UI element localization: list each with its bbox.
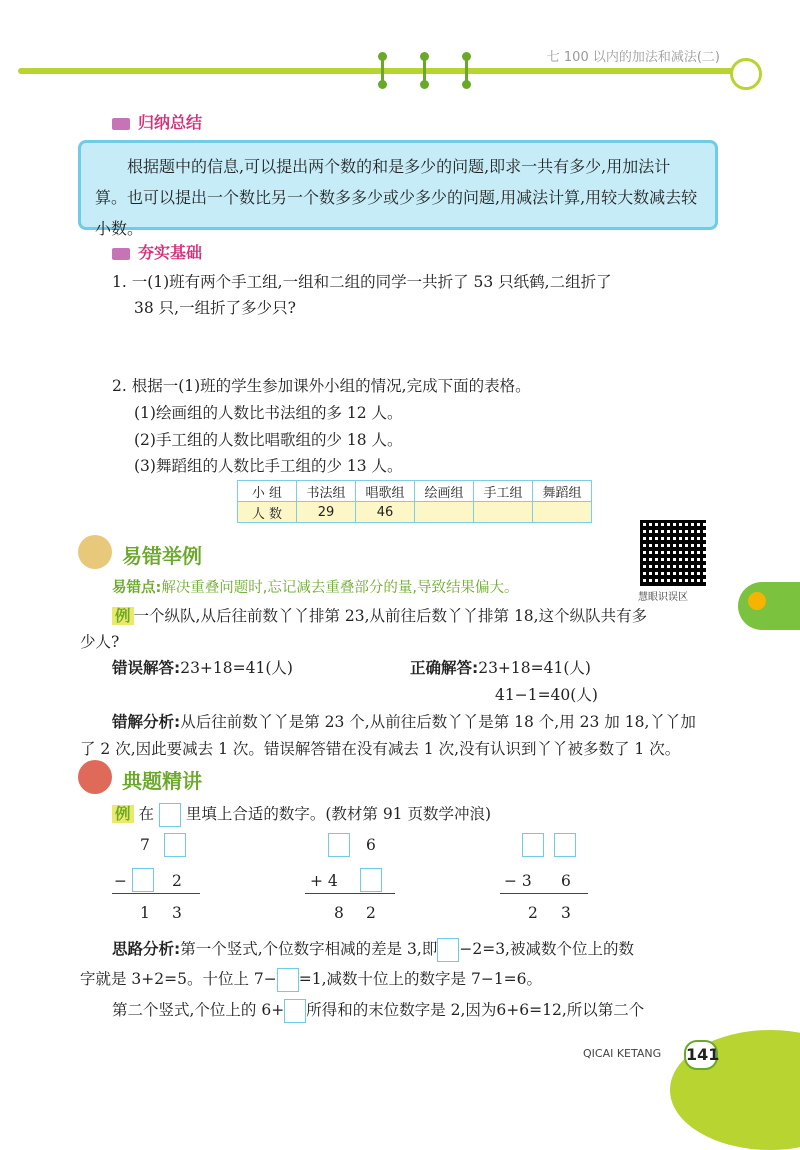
example-line2: 少人? [80,633,120,651]
answer-box[interactable] [164,833,186,857]
v3-mid: 6 [561,872,571,890]
think-text-b: −2=3,被减数个位上的数 [459,940,634,958]
q1-line2: 38 只,一组折了多少只? [134,299,296,317]
analysis-line1 [112,710,696,732]
table-input-cell[interactable] [533,502,592,523]
classic-example [112,802,491,827]
answer-box[interactable] [554,833,576,857]
table-row [238,502,592,523]
wrong-answer [112,656,293,678]
owl-icon [78,535,112,569]
fish-icon [748,592,766,610]
v1-res1: 1 [140,904,150,922]
v3-res1: 2 [528,904,538,922]
v3-res2: 3 [561,904,571,922]
think-text-a: 字就是 3+2=5。十位上 7− [80,970,277,988]
table-cell: 29 [297,502,356,523]
q1-line1: 1. 一(1)班有两个手工组,一组和二组的同学一共折了 53 只纸鹤,二组折了 [112,273,612,291]
answer-box[interactable] [159,803,181,827]
errors-title: 易错举例 [122,544,202,568]
footer-text: QICAI KETANG [583,1047,662,1060]
analysis-label: 错解分析: [112,713,181,731]
basics-tag-label: 夯实基础 [138,243,203,262]
club-table [237,480,592,523]
summary-box: 根据题中的信息,可以提出两个数的和是多少的问题,即求一共有多少,用加法计算。也可以提出一个数比另一个数多多少或少多少的问题,用减法计算,用较大数减去较小数。 [78,140,718,230]
classic-example-label: 例 [112,805,134,823]
think-text-b: 所得和的末位数字是 2,因为6+6=12,所以第二个 [306,1001,645,1019]
pencil-icon [112,118,130,130]
answer-box[interactable] [360,868,382,892]
table-header-cell: 小 组 [238,481,297,502]
qr-code[interactable] [640,520,706,586]
v3-rule [500,893,588,894]
example-line1 [112,604,647,626]
answer-box[interactable] [437,938,459,962]
error-point-text: 解决重叠问题时,忘记减去重叠部分的量,导致结果偏大。 [161,580,519,596]
q2-intro: 2. 根据一(1)班的学生参加课外小组的情况,完成下面的表格。 [112,377,531,395]
v1-top: 7 [140,836,150,854]
right-value-2: 41−1=40(人) [495,686,598,704]
right-answer [410,656,591,678]
think-line3 [112,998,644,1023]
v1-mid: 2 [172,872,182,890]
v2-op: + 4 [310,872,338,890]
answer-box[interactable] [277,968,299,992]
summary-tag [112,110,202,133]
q2-item: (2)手工组的人数比唱歌组的少 18 人。 [134,431,403,449]
binder-clip [420,52,428,88]
analysis-line2: 了 2 次,因此要减去 1 次。错误解答错在没有减去 1 次,没有认识到丫丫被多数了 1 次。 [80,740,681,758]
v2-res1: 8 [334,904,344,922]
classic-ex-after: 里填上合适的数字。(教材第 91 页数学冲浪) [185,805,492,823]
think-line2 [80,967,542,992]
answer-box[interactable] [328,833,350,857]
think-text-a: 第一个竖式,个位数字相减的差是 3,即 [180,940,438,958]
analysis-text: 从后往前数丫丫是第 23 个,从前往后数丫丫是第 18 个,用 23 加 18,丫丫加 [180,713,696,731]
think-label: 思路分析: [112,940,181,958]
v2-top: 6 [366,836,376,854]
answer-box[interactable] [132,868,154,892]
wrong-value: 23+18=41(人) [180,659,293,677]
table-header-cell: 书法组 [297,481,356,502]
right-value-1: 23+18=41(人) [478,659,591,677]
think-text-b: =1,减数十位上的数字是 7−1=6。 [298,970,543,988]
table-input-cell[interactable] [415,502,474,523]
side-tab [738,582,800,630]
table-header-cell: 绘画组 [415,481,474,502]
error-point [112,576,519,597]
wrong-label: 错误解答: [112,659,181,677]
example-label: 例 [112,607,134,625]
q2-item: (3)舞蹈组的人数比手工组的少 13 人。 [134,457,403,475]
binder-clip [378,52,386,88]
v2-rule [305,893,395,894]
classic-title: 典题精讲 [122,769,202,793]
v2-res2: 2 [366,904,376,922]
mascot-icon [730,58,762,90]
example-text: 一个纵队,从后往前数丫丫排第 23,从前往后数丫丫排第 18,这个纵队共有多 [133,607,648,625]
v1-op: − [114,872,127,890]
error-point-label: 易错点: [112,580,162,596]
table-cell: 人 数 [238,502,297,523]
table-header-cell: 舞蹈组 [533,481,592,502]
think-line1 [112,937,634,962]
v1-rule [112,893,200,894]
table-header-cell: 手工组 [474,481,533,502]
chapter-title: 七 100 以内的加法和减法(二) [546,50,720,65]
basics-tag [112,240,202,263]
answer-box[interactable] [284,999,306,1023]
summary-tag-label: 归纳总结 [138,113,203,132]
table-header-cell: 唱歌组 [356,481,415,502]
answer-box[interactable] [522,833,544,857]
table-input-cell[interactable] [474,502,533,523]
q2-item: (1)绘画组的人数比书法组的多 12 人。 [134,404,403,422]
table-row [238,481,592,502]
v1-res2: 3 [172,904,182,922]
classic-ex-before: 在 [138,805,154,823]
right-label: 正确解答: [410,659,479,677]
v3-op: − 3 [504,872,532,890]
qr-label: 慧眼识误区 [638,592,688,603]
think-text-a: 第二个竖式,个位上的 6+ [112,1001,285,1019]
page-number: 141 [684,1040,718,1070]
apple-icon [78,760,112,794]
pencil-icon [112,248,130,260]
binder-clip [462,52,470,88]
table-cell: 46 [356,502,415,523]
